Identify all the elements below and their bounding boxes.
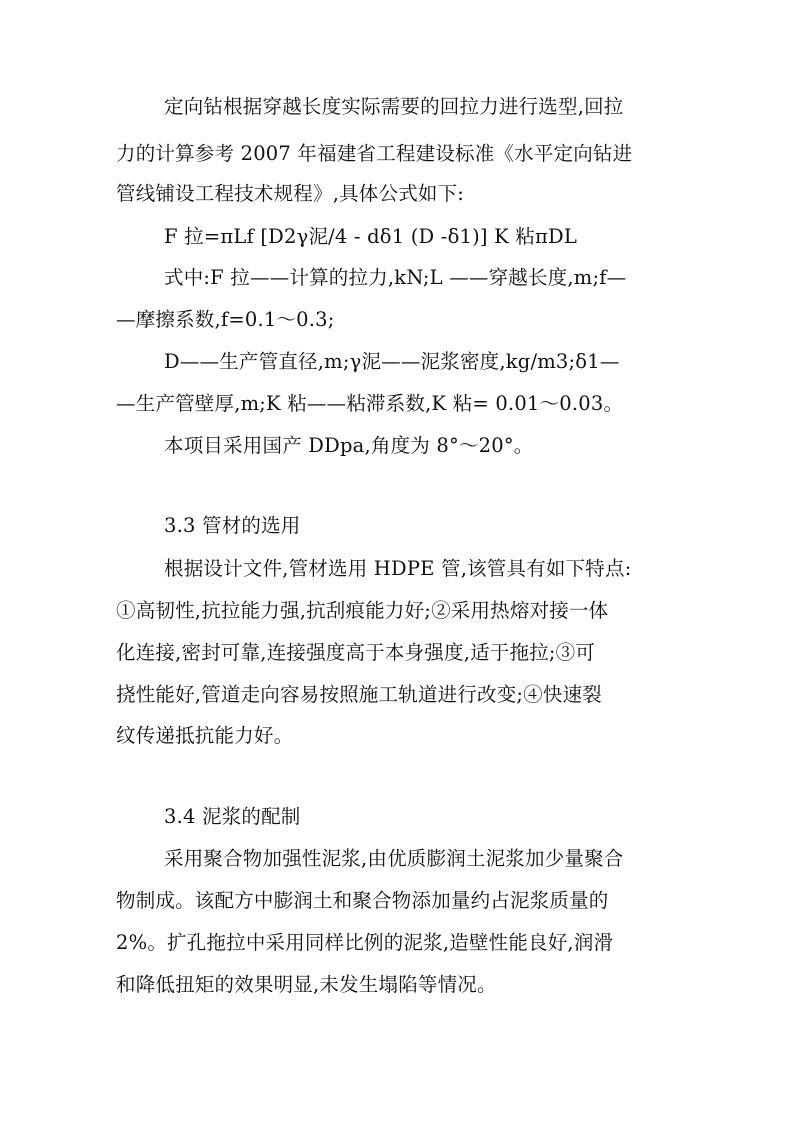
paragraph-line: 和降低扭矩的效果明显,未发生塌陷等情况。 (116, 973, 497, 996)
paragraph-line: 根据设计文件,管材选用 HDPE 管,该管具有如下特点: (164, 557, 632, 580)
section-heading: 3.3 管材的选用 (164, 514, 301, 537)
paragraph-line: 2%。扩孔拖拉中采用同样比例的泥浆,造壁性能良好,润滑 (116, 931, 614, 954)
formula-line: F 拉=πLf [D2γ泥/4 - dδ1 (D -δ1)] K 粘πDL (164, 225, 577, 248)
paragraph-line: 管线铺设工程技术规程》,具体公式如下: (116, 182, 465, 205)
paragraph-line: ①高韧性,抗拉能力强,抗刮痕能力好;②采用热熔对接一体 (116, 599, 609, 622)
paragraph-line: 采用聚合物加强性泥浆,由优质膨润土泥浆加少量聚合 (164, 847, 624, 870)
paragraph-line: —生产管壁厚,m;K 粘——粘滞系数,K 粘= 0.01～0.03。 (116, 392, 624, 415)
paragraph-line: 式中:F 拉——计算的拉力,kN;L ——穿越长度,m;f— (164, 266, 627, 289)
paragraph-line: 物制成。该配方中膨润土和聚合物添加量约占泥浆质量的 (116, 889, 609, 912)
paragraph-line: 本项目采用国产 DDpa,角度为 8°～20°。 (164, 434, 534, 457)
paragraph-line: 化连接,密封可靠,连接强度高于本身强度,适于拖拉;③可 (116, 641, 596, 664)
section-heading: 3.4 泥浆的配制 (164, 805, 301, 828)
paragraph-line: 纹传递抵抗能力好。 (116, 724, 294, 747)
paragraph-line: D——生产管直径,m;γ泥——泥浆密度,kg/m3;δ1— (164, 350, 620, 373)
paragraph-line: 力的计算参考 2007 年福建省工程建设标准《水平定向钻进 (116, 142, 633, 165)
paragraph-line: 定向钻根据穿越长度实际需要的回拉力进行选型,回拉 (164, 95, 624, 118)
paragraph-line: 挠性能好,管道走向容易按照施工轨道进行改变;④快速裂 (116, 683, 602, 706)
paragraph-line: —摩擦系数,f=0.1～0.3; (116, 308, 335, 331)
